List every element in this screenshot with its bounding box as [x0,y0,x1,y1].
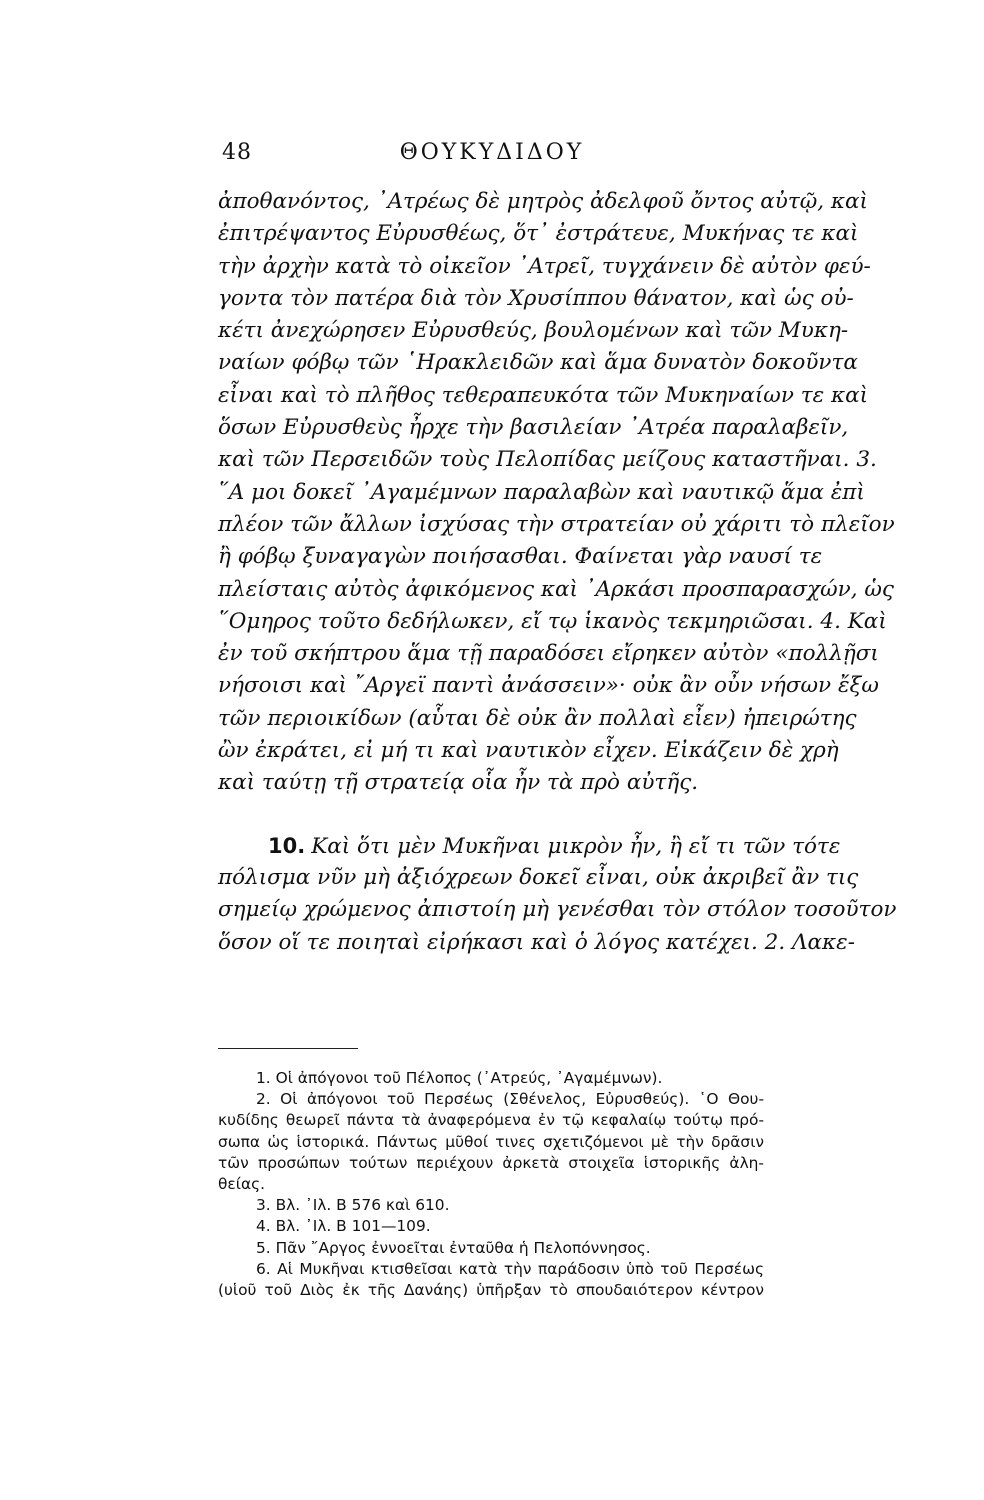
footnote-line: τῶν προσώπων τούτων περιέχουν ἀρκετὰ στοιχεῖα ἱστορικῆς ἀλη- [218,1153,764,1172]
text-line: ἢ φόβῳ ξυναγαγὼν ποιήσασθαι. Φαίνεται γὰρ ναυσί τε [218,544,823,570]
footnote-line: 4. Βλ. ᾽Ιλ. Β 101—109. [256,1217,431,1236]
text-line: ὅσων Εὐρυσθεὺς ἦρχε τὴν βασιλείαν ᾽Ατρέα παραλαβεῖν, [218,415,849,441]
text-line: ἐν τοῦ σκήπτρου ἅμα τῇ παραδόσει εἴρηκεν αὐτὸν «πολλῇσι [218,641,879,667]
footnote-line: 5. Πᾶν ῎Αργος ἐννοεῖται ἐνταῦθα ἡ Πελοπόννησος. [256,1238,651,1257]
text-line: Καὶ ὅτι μὲν Μυκῆναι μικρὸν ἦν, ἢ εἴ τι τῶν τότε [311,833,841,859]
main-text [218,186,897,959]
section-first-line [218,830,841,862]
text-line: τῶν περιοικίδων (αὗται δὲ οὐκ ἂν πολλαὶ εἶεν) ἠπειρώτης [218,705,857,731]
text-line: ναίων φόβῳ τῶν ῾Ηρακλειδῶν καὶ ἅμα δυνατὸν δοκοῦντα [218,350,858,376]
footnote-line: σωπα ὡς ἱστορικά. Πάντως μῦθοί τινες σχετιζόμενοι μὲ τὴν δρᾶσιν [218,1132,764,1151]
footnote-line: θείας. [218,1174,266,1193]
running-title: ΘΟΥΚΥΔΙΔΟΥ [399,140,585,165]
footnotes [218,1068,764,1301]
text-line: πόλισμα νῦν μὴ ἀξιόχρεων δοκεῖ εἶναι, οὐκ ἀκριβεῖ ἂν τις [218,864,859,890]
text-line: ὅσον οἵ τε ποιηταὶ εἰρήκασι καὶ ὁ λόγος κατέχει. 2. Λακε- [218,929,855,955]
footnote-line: 3. Βλ. ᾽Ιλ. Β 576 καὶ 610. [256,1196,450,1215]
footnote-line: 2. Οἱ ἀπόγονοι τοῦ Περσέως (Σθένελος, Εὐρυσθεύς). ῾Ο Θου- [256,1090,764,1109]
page-number: 48 [222,140,252,165]
text-line: ὢν ἐκράτει, εἰ μή τι καὶ ναυτικὸν εἶχεν. Εἰκάζειν δὲ χρὴ [218,738,839,764]
paragraph-gap [218,800,764,830]
footnote-line: 1. Οἱ ἀπόγονοι τοῦ Πέλοπος (᾽Ατρεύς, ᾽Αγαμέμνων). [256,1069,663,1087]
text-line: ῞Ομηρος τοῦτο δεδήλωκεν, εἴ τῳ ἱκανὸς τεκμηριῶσαι. 4. Καὶ [218,608,887,634]
text-line: εἶναι καὶ τὸ πλῆθος τεθεραπευκότα τῶν Μυκηναίων τε καὶ [218,382,869,408]
text-line: τὴν ἀρχὴν κατὰ τὸ οἰκεῖον ᾽Ατρεῖ, τυγχάνειν δὲ αὐτὸν φεύ- [218,253,871,279]
page-header [222,140,762,172]
text-line: πλείσταις αὐτὸς ἀφικόμενος καὶ ᾽Αρκάσι προσπαρασχών, ὡς [218,576,894,602]
text-line: ῞Α μοι δοκεῖ ᾽Αγαμέμνων παραλαβὼν καὶ ναυτικῷ ἅμα ἐπὶ [218,479,865,505]
text-line: καὶ τῶν Περσειδῶν τοὺς Πελοπίδας μείζους καταστῆναι. 3. [218,447,877,473]
text-line: καὶ ταύτῃ τῇ στρατείᾳ οἷα ἦν τὰ πρὸ αὐτῆς. [218,770,699,796]
footnote-line: 6. Αἱ Μυκῆναι κτισθεῖσαι κατὰ τὴν παράδοσιν ὑπὸ τοῦ Περσέως [256,1259,764,1278]
footnote-separator [218,1048,358,1049]
text-line: γοντα τὸν πατέρα διὰ τὸν Χρυσίππου θάνατον, καὶ ὡς οὐ- [218,285,854,311]
text-line: σημείῳ χρώμενος ἀπιστοίη μὴ γενέσθαι τὸν στόλον τοσοῦτον [218,897,897,923]
text-line: κέτι ἀνεχώρησεν Εὐρυσθεύς, βουλομένων καὶ τῶν Μυκη- [218,318,849,344]
footnote-line: (υἱοῦ τοῦ Διὸς ἐκ τῆς Δανάης) ὑπῆρξαν τὸ σπουδαιότερον κέντρον [218,1280,764,1299]
text-line: ἀποθανόντος, ᾽Ατρέως δὲ μητρὸς ἀδελφοῦ ὄντος αὐτῷ, καὶ [218,189,868,214]
text-line: ἐπιτρέψαντος Εὐρυσθέως, ὅτ᾽ ἐστράτευε, Μυκήνας τε καὶ [218,221,859,247]
text-line: πλέον τῶν ἄλλων ἰσχύσας τὴν στρατείαν οὐ χάριτι τὸ πλεῖον [218,511,895,537]
footnote-line: κυδίδης θεωρεῖ πάντα τὰ ἀναφερόμενα ἐν τῷ κεφαλαίῳ τούτῳ πρό- [218,1111,764,1130]
text-line: νήσοισι καὶ ῎Αργεϊ παντὶ ἀνάσσειν»· οὐκ ἂν οὖν νήσων ἔξω [218,673,879,699]
section-number: 10. [268,833,306,858]
